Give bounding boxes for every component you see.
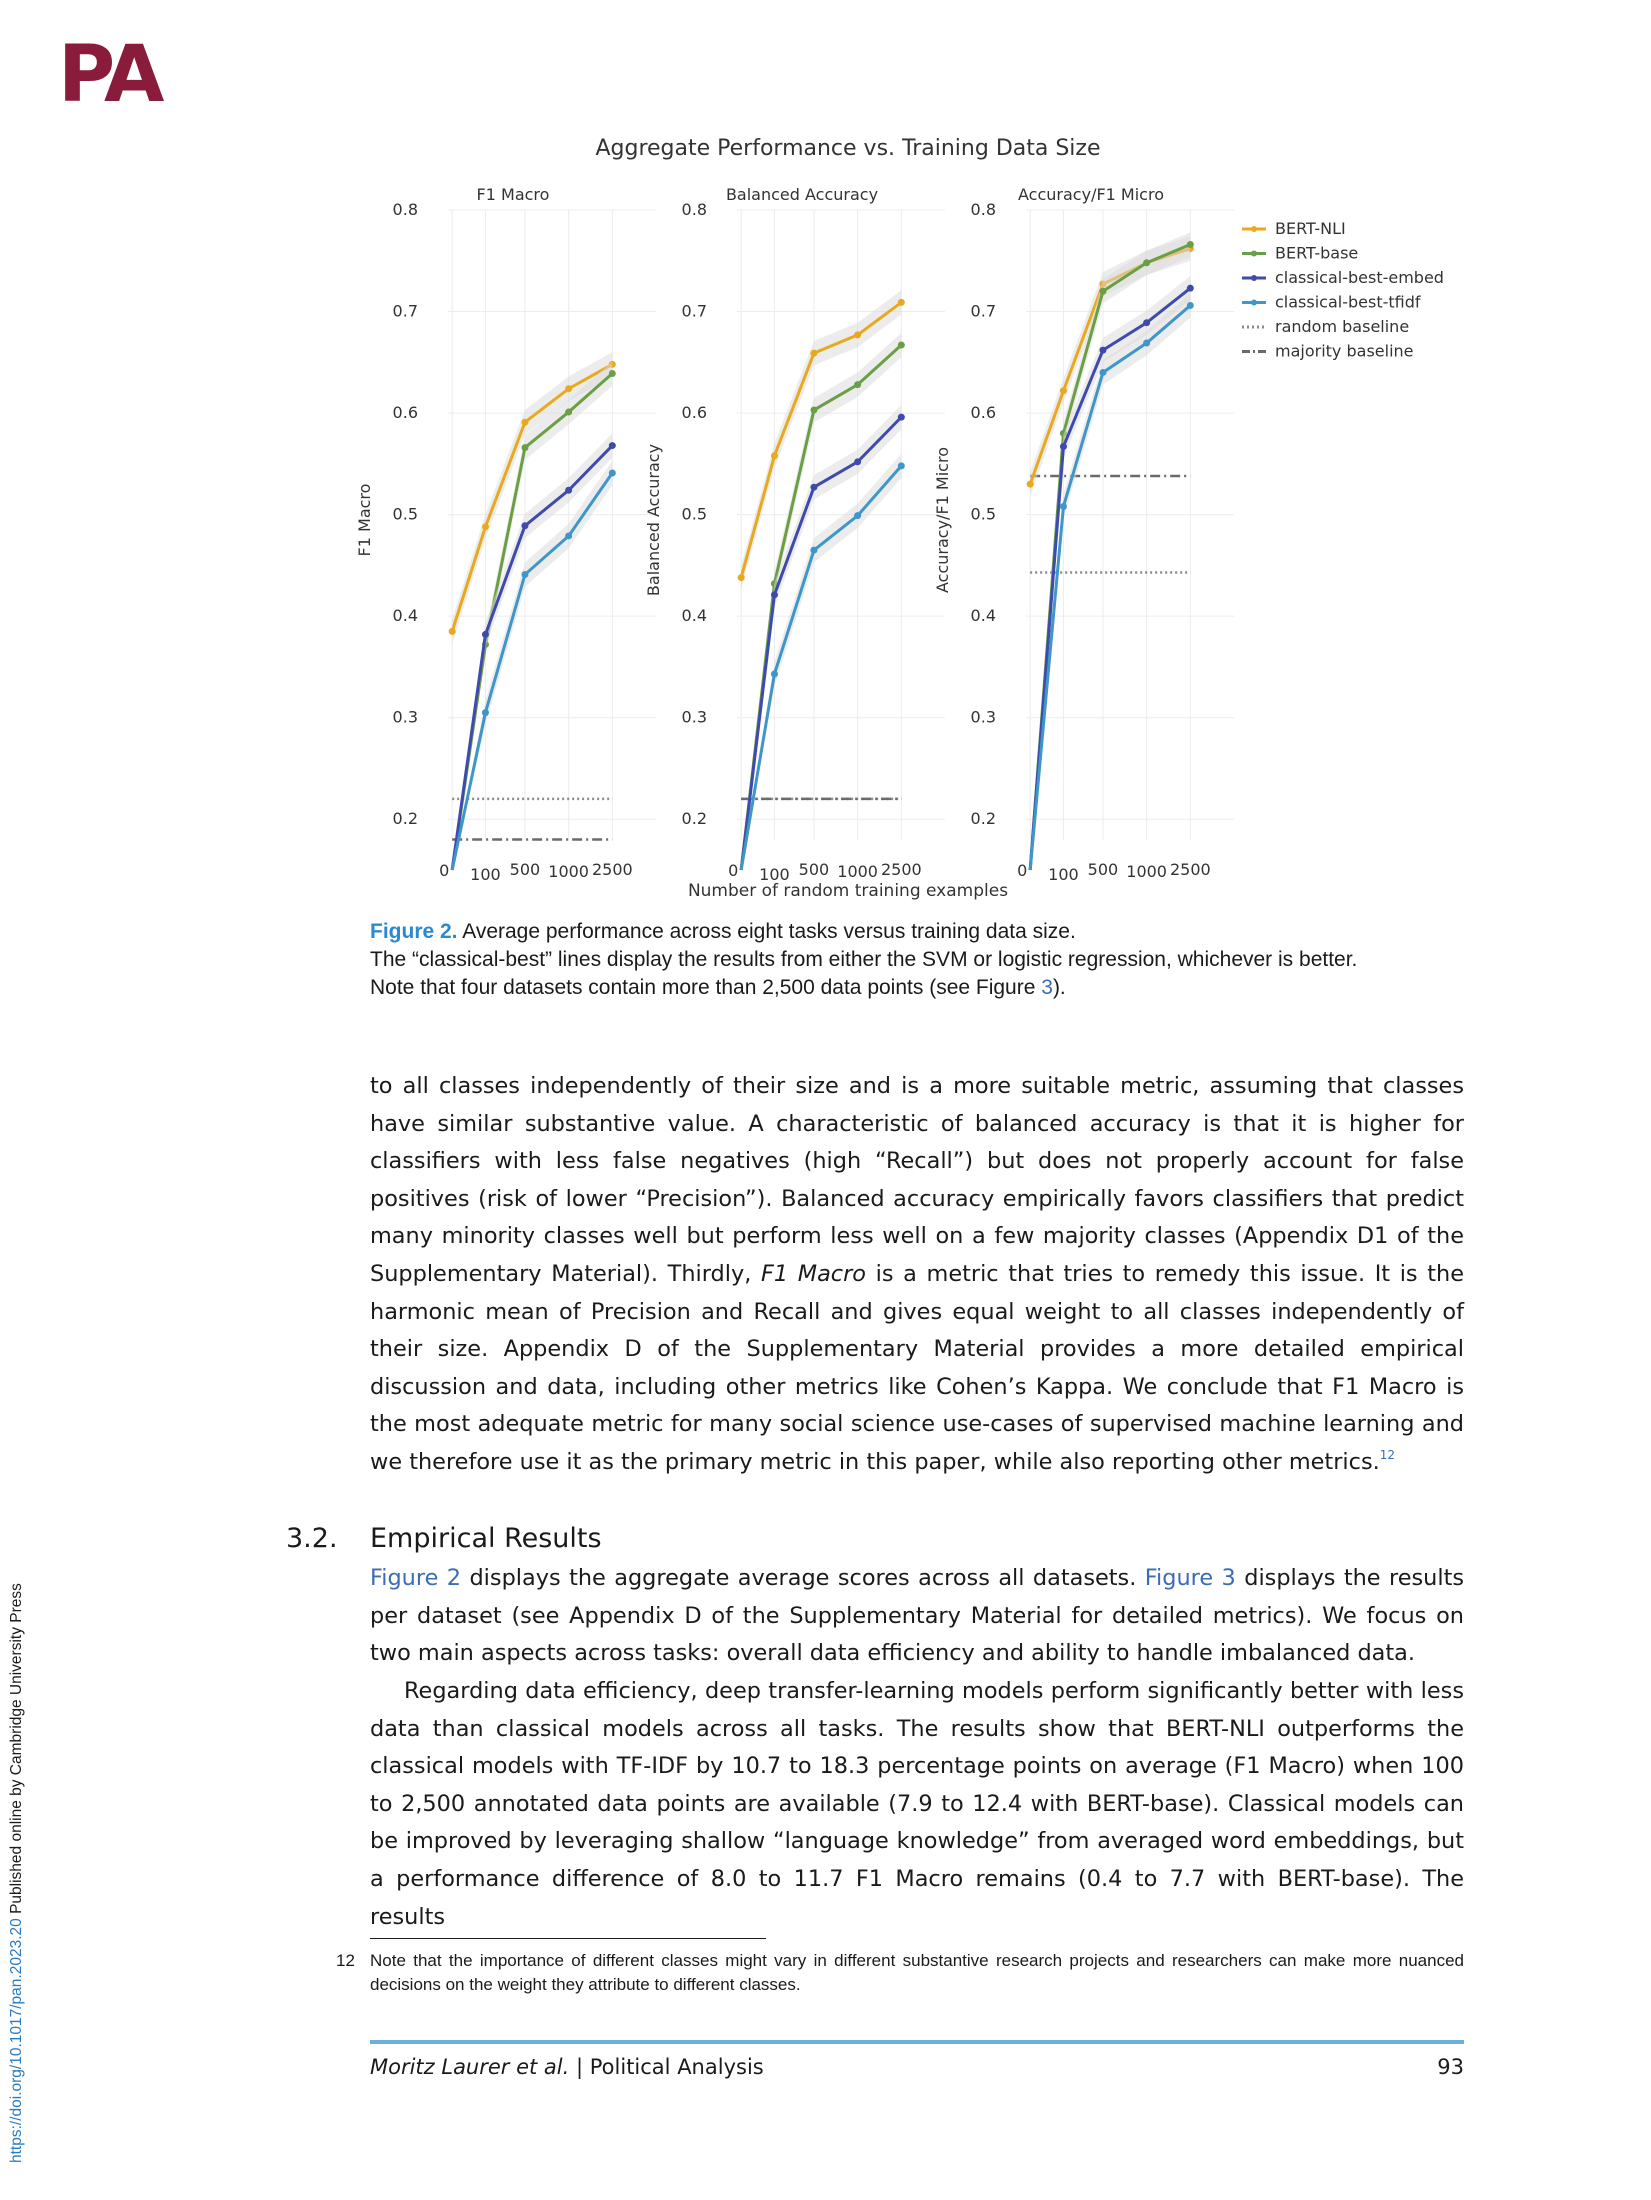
panel-2-y-tick-label: 0.8 [681,200,707,219]
panel-3-data-point [1187,241,1194,248]
panel-1-data-point [482,631,489,638]
panel-1-y-tick-label: 0.4 [392,606,418,626]
legend-label: random baseline [1275,317,1410,336]
panel-3-data-point [1060,503,1067,510]
panel-3-x-tick-label: 500 [1087,860,1119,879]
panel-2-x-tick-label: 1000 [837,862,878,881]
panel-3-y-tick-label: 0.8 [970,200,996,219]
sidebar-doi-notice [4,1483,30,2163]
paragraph-results-text-b: displays the results per dataset (see Appendix D of the Supplementary Material for detailed metrics). We focus on two main aspects across tasks: overall data efficiency and ability to handle imbalanced data. [370,1565,1465,1667]
panel-3-data-point [1143,259,1150,266]
legend-label: BERT-base [1275,243,1359,263]
journal-logo: PA [58,30,161,120]
panel-1-title: F1 Macro [476,185,550,204]
figure-2-link[interactable]: Figure 2 [370,1565,462,1591]
panel-2-y-tick-label: 0.3 [681,707,707,727]
panel-1-data-point [521,571,528,578]
panel-2-data-point [898,414,905,421]
paragraph-results-text-a: displays the aggregate average scores across all datasets. [461,1565,1145,1591]
panel-3-title: Accuracy/F1 Micro [1018,185,1164,204]
footer-divider [370,2040,1464,2044]
panel-1-ci-band [452,361,612,870]
panel-2-data-point [854,458,861,465]
panel-1-data-point [565,409,572,416]
paragraph-metrics [370,1068,1464,1482]
panel-3-y-tick-label: 0.4 [970,606,996,626]
panel-2-data-point [854,512,861,519]
panel-3-data-point [1187,285,1194,292]
panel-2-data-point [898,342,905,349]
panel-2-data-point [898,462,905,469]
panel-2-x-tick-label: 2500 [880,860,922,879]
panel-1-data-point [565,385,572,392]
footer-journal: Political Analysis [589,2055,764,2079]
panel-2-y-tick-label: 0.6 [681,403,707,423]
panel-2-data-point [771,671,778,678]
footnote-number: 12 [336,1951,355,1970]
panel-1-series-line [452,473,612,870]
panel-3-x-tick-label: 100 [1048,865,1079,884]
footnote-text: Note that the importance of different classes might vary in different substantive research projects and researchers can make more nuanced decisions on the weight they attribute to different classes. [370,1951,1464,1994]
panel-1-data-point [609,370,616,377]
paragraph-metrics-text-b: is a metric that tries to remedy this issue. It is the harmonic mean of Precision and Recall and gives equal weight to all classes independently of their size. Appendix D of the Supplementary Material provides a more detailed empirical discussion and data, including other metrics like Cohen’s Kappa. We conclude that F1 Macro is the most adequate metric for many social science use-cases of supervised machine learning and we therefore use it as the primary metric in this paper, while also reporting other metrics. [370,1260,1464,1475]
paragraph-results-intro [370,1560,1464,1673]
panel-3-y-tick-label: 0.5 [970,504,996,524]
panel-1-y-axis-label: F1 Macro [355,483,374,557]
footnote-12-ref[interactable]: 12 [1379,1447,1396,1462]
panel-2-x-tick-label: 500 [798,860,830,879]
panel-2-data-point [810,547,817,554]
footer-citation [370,2055,764,2079]
panel-3-data-point [1060,387,1067,394]
panel-1-y-tick-label: 0.3 [392,707,418,727]
panel-3-y-tick-label: 0.7 [970,301,996,321]
x-axis-label: Number of random training examples [687,881,1009,901]
legend-label: classical-best-embed [1275,268,1444,287]
panel-3-data-point [1187,302,1194,309]
figure-caption [370,918,1470,1002]
footer-separator: | [569,2055,590,2079]
panel-2-ci-band [741,405,901,870]
panel-1-data-point [521,419,528,426]
aggregate-performance-figure [355,125,1480,905]
figure-3-link[interactable]: 3 [1041,976,1053,999]
panel-2-title: Balanced Accuracy [725,185,879,204]
section-title: Empirical Results [370,1523,602,1554]
caption-line1: Average performance across eight tasks versus training data size. [457,920,1076,943]
panel-2-data-point [810,407,817,414]
panel-1-y-tick-label: 0.2 [392,809,418,829]
chart-title: Aggregate Performance vs. Training Data Size [595,136,1101,161]
panel-1-data-point [482,523,489,530]
panel-1-y-tick-label: 0.7 [392,301,418,321]
panel-2-y-tick-label: 0.5 [681,504,707,524]
caption-line3: Note that four datasets contain more than 2,500 data points (see Figure [370,976,1042,999]
panel-3-data-point [1143,340,1150,347]
legend-marker [1251,251,1257,257]
panel-1-data-point [565,532,572,539]
panel-1-data-point [609,442,616,449]
section-number: 3.2. [286,1523,338,1554]
panel-3-x-tick-label: 0 [1017,861,1028,880]
panel-2-y-tick-label: 0.2 [681,809,707,829]
panel-1-x-tick-label: 500 [509,860,541,879]
paragraph-data-efficiency: Regarding data efficiency, deep transfer-learning models perform significantly better with less data than classical models across all tasks. The results show that BERT-NLI outperforms the classical models with TF-IDF by 10.7 to 18.3 percentage points on average (F1 Macro) when 100 to 2,500 annotated data points are available (7.9 to 12.4 with BERT-base). Classical models can be improved by leveraging shallow “language knowledge” from averaged word embeddings, but a performance difference of 8.0 to 11.7 F1 Macro remains (0.4 to 7.7 with BERT-base). The results [370,1678,1464,1930]
panel-3-y-tick-label: 0.2 [970,809,996,829]
published-note: Published online by Cambridge University Press [8,1583,25,1919]
footer-authors: Moritz Laurer et al. [370,2055,570,2079]
panel-3-y-axis-label: Accuracy/F1 Micro [933,447,952,593]
panel-3-x-tick-label: 1000 [1126,862,1167,881]
panel-2-series-line [741,345,901,870]
caption-label: Figure 2. [370,920,458,943]
panel-1-data-point [565,487,572,494]
panel-1-data-point [609,469,616,476]
panel-1-x-tick-label: 2500 [591,860,633,879]
panel-3-data-point [1060,443,1067,450]
panel-2-data-point [771,452,778,459]
legend-label: BERT-NLI [1275,219,1346,238]
panel-1-y-tick-label: 0.5 [392,504,418,524]
panel-1-data-point [482,709,489,716]
panel-2-x-tick-label: 100 [759,865,790,884]
panel-1-data-point [521,522,528,529]
panel-2-data-point [898,299,905,306]
panel-1-y-tick-label: 0.6 [392,403,418,423]
panel-3-y-tick-label: 0.3 [970,707,996,727]
footnote-divider [370,1938,766,1939]
panel-1-y-tick-label: 0.8 [392,200,418,219]
panel-3-series-line [1030,305,1190,870]
panel-1-x-tick-label: 1000 [548,862,589,881]
panel-2-data-point [738,574,745,581]
panel-3-data-point [1099,369,1106,376]
panel-1-x-tick-label: 100 [470,865,501,884]
panel-2-data-point [810,484,817,491]
legend-marker [1251,226,1257,232]
panel-3-x-tick-label: 2500 [1169,860,1211,879]
panel-2-y-tick-label: 0.7 [681,301,707,321]
caption-line3-end: ). [1052,976,1066,999]
panel-2-data-point [771,591,778,598]
panel-3-data-point [1099,347,1106,354]
f1-macro-term: F1 Macro [760,1260,866,1287]
panel-2-data-point [810,350,817,357]
panel-3-data-point [1027,481,1034,488]
panel-2-data-point [854,381,861,388]
panel-1-x-tick-label: 0 [439,861,450,880]
panel-2-data-point [854,331,861,338]
doi-link[interactable]: https://doi.org/10.1017/pan.2023.20 [8,1918,25,2163]
legend-marker [1251,300,1257,306]
page-number: 93 [1437,2055,1464,2079]
paragraph-metrics-text-a: to all classes independently of their size and is a more suitable metric, assuming that classes have similar substantive value. A characteristic of balanced accuracy is that it is higher for classifiers with less false negatives (high “Recall”) but does not properly account for false positives (risk of lower “Precision”). Balanced accuracy empirically favors classifiers that predict many minority classes well but perform less well on a few majority classes (Appendix D1 of the Supplementary Material). Thirdly, [370,1073,1464,1287]
legend-marker [1251,275,1257,281]
figure-3-link-body[interactable]: Figure 3 [1144,1565,1236,1591]
panel-3-data-point [1099,288,1106,295]
panel-2-y-tick-label: 0.4 [681,606,707,626]
panel-1-data-point [449,628,456,635]
panel-2-x-tick-label: 0 [728,861,739,880]
panel-2-y-axis-label: Balanced Accuracy [644,443,663,597]
legend-label: classical-best-tfidf [1275,292,1421,312]
panel-1-data-point [521,444,528,451]
panel-3-y-tick-label: 0.6 [970,403,996,423]
legend-label: majority baseline [1275,341,1414,361]
panel-3-data-point [1143,319,1150,326]
caption-line2: The “classical-best” lines display the results from either the SVM or logistic regression, whichever is better. [370,948,1358,971]
